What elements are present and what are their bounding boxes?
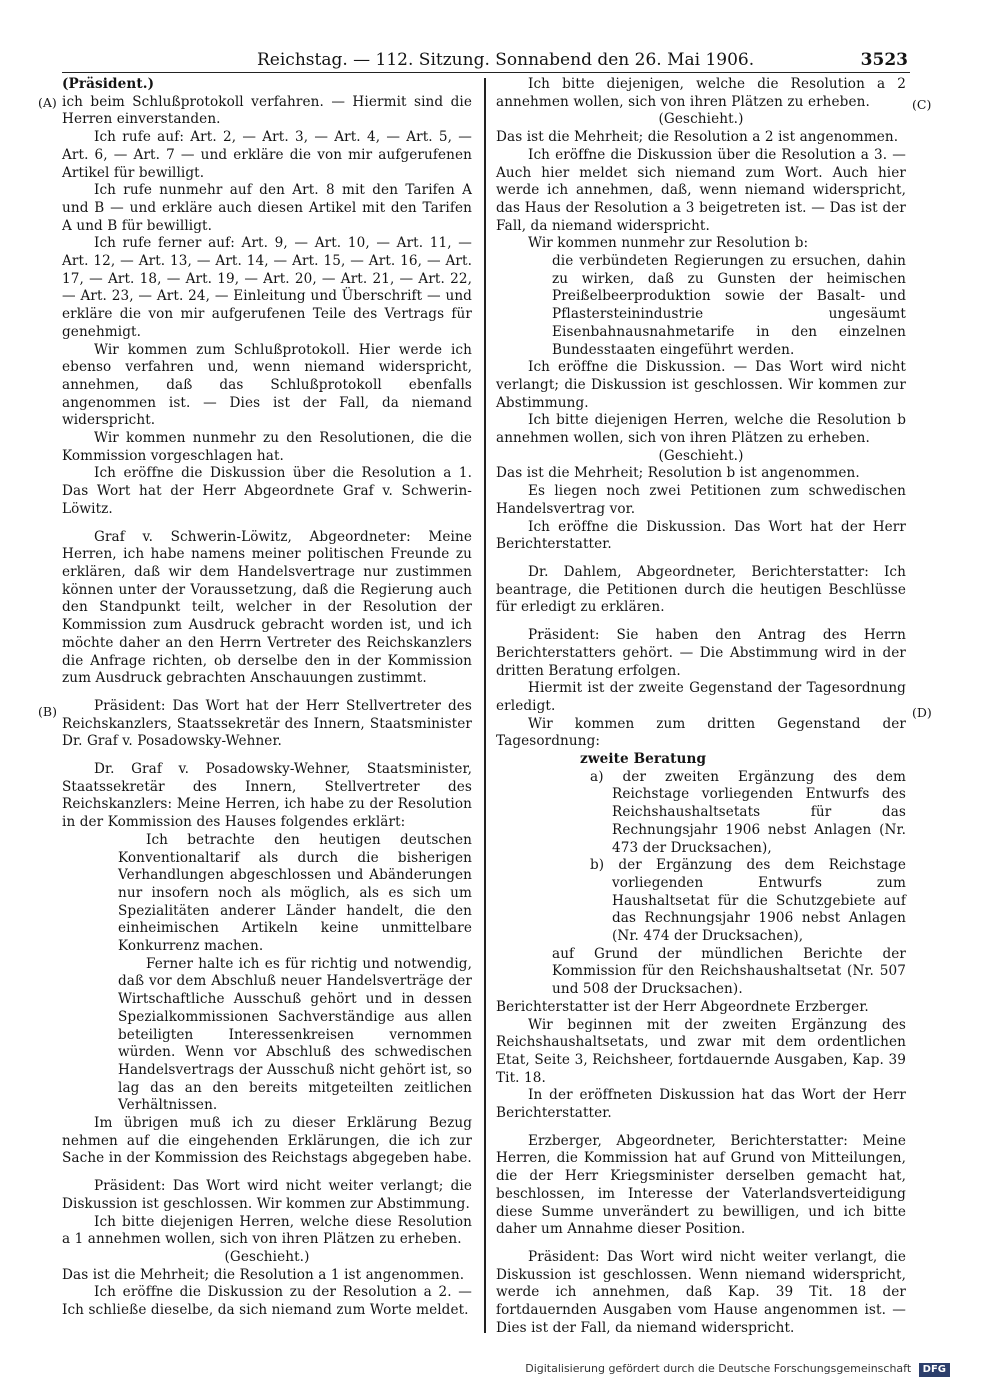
column-divider bbox=[484, 78, 486, 1333]
paragraph: Wir kommen nunmehr zu den Resolutionen, die die Kommission vorgeschlagen hat. bbox=[62, 430, 472, 464]
speech-president: Präsident: Sie haben den Antrag des Herrn Berichterstatters gehört. — Die Abstimmung wird in der dritten Beratung erfolgen. bbox=[496, 627, 906, 679]
paragraph: Wir kommen zum Schlußprotokoll. Hier werde ich ebenso verfahren und, wenn niemand widerspricht, annehmen, daß das Schlußprotokoll ebenfalls angenommen ist. — Dies ist der Fall, da niemand widerspricht. bbox=[62, 341, 472, 429]
running-title: Reichstag. — 112. Sitzung. Sonnabend den 26. Mai 1906. bbox=[257, 50, 755, 70]
speech-dahlem: Dr. Dahlem, Abgeordneter, Berichterstatter: Ich beantrage, die Petitionen durch die heutigen Beschlüsse für erledigt zu erklären. bbox=[496, 563, 906, 616]
speech-posadowsky: Dr. Graf v. Posadowsky-Wehner, Staatsminister, Staatssekretär des Innern, Stellvertreter des Reichskanzlers: Meine Herren, ich habe zu der Resolution in der Kommission des Hauses folgendes erklärt: bbox=[62, 761, 472, 831]
paragraph: Ich rufe ferner auf: Art. 9, — Art. 10, — Art. 11, — Art. 12, — Art. 13, — Art. 14, — Art. 15, — Art. 16, — Art. 17, — Art. 18, — Art. 19, — Art. 20, — Art. 21, — Art. 22, — Art. 23, — Art. 24, — Einleitung und Überschrift — und erkläre die von mir aufgerufenen Teile des Vertrags für genehmigt. bbox=[62, 235, 472, 340]
resolution-text: die verbündeten Regierungen zu ersuchen, dahin zu wirken, daß zu Gunsten der heimischen Preißelbeerproduktion sowie der Basalt- und Pflastersteinindustrie ungesäumt Eisenbahnausnahmetarife in den einzelnen Bundesstaaten eingeführt werden. bbox=[552, 253, 906, 358]
speech-erzberger: Erzberger, Abgeordneter, Berichterstatter: Meine Herren, die Kommission hat auf Grund von Mitteilungen, die der Herr Kriegsminister derselben gemacht hat, beschlossen, im Interesse der Vaterlandsverteidigung diese Summe unverändert zu bewilligen, und ich bitte daher um Annahme dieser Position. bbox=[496, 1132, 906, 1238]
paragraph: Wir kommen zum dritten Gegenstand der Tagesordnung: bbox=[496, 715, 906, 750]
paragraph: Ich eröffne die Diskussion. — Das Wort wird nicht verlangt; die Diskussion ist geschlossen. Wir kommen zur Abstimmung. bbox=[496, 359, 906, 411]
paragraph: Ich eröffne die Diskussion zu der Resolution a 2. — Ich schließe dieselbe, da sich niemand zum Worte meldet. bbox=[62, 1284, 472, 1319]
agenda-basis: auf Grund der mündlichen Berichte der Kommission für den Reichshaushaltsetat (Nr. 507 und 508 der Drucksachen). bbox=[552, 945, 906, 998]
speech-president: Präsident: Das Wort wird nicht weiter verlangt, die Diskussion ist geschlossen. Wenn niemand widerspricht, werde ich annehmen, daß Kap. 39 Tit. 18 der fortdauernden Ausgaben vom Hause angenommen ist. — Dies ist der Fall, da niemand widerspricht. bbox=[496, 1249, 906, 1336]
dfg-logo: DFG bbox=[919, 1363, 950, 1377]
agenda-item-a: a) der zweiten Ergänzung des dem Reichstage vorliegenden Entwurfs des Reichshaushaltsetats für das Rechnungsjahr 1906 nebst Anlagen (Nr. 473 der Drucksachen), bbox=[590, 768, 906, 856]
paragraph: Das ist die Mehrheit; Resolution b ist angenommen. bbox=[496, 465, 860, 482]
paragraph: Ich rufe auf: Art. 2, — Art. 3, — Art. 4, — Art. 5, — Art. 6, — Art. 7 — und erkläre die von mir aufgerufenen Artikel für bewilligt. bbox=[62, 129, 472, 181]
paragraph: In der eröffneten Diskussion hat das Wort der Herr Berichterstatter. bbox=[496, 1087, 906, 1122]
quoted-statement: Ich betrachte den heutigen deutschen Konventionaltarif als durch die bisherigen Verhandlungen abgeschlossen und Abänderungen nur insofern noch als möglich, als es sich um Spezialitäten anderer Länder handelt, die den einheimischen Artikeln keine unmittelbare Konkurrenz machen. bbox=[118, 831, 472, 955]
paragraph: Ich bitte diejenigen, welche die Resolution a 2 annehmen wollen, sich von ihren Plätzen zu erheben. bbox=[496, 76, 906, 110]
margin-label-c: (C) bbox=[912, 97, 932, 112]
paragraph: Berichterstatter ist der Herr Abgeordnete Erzberger. bbox=[496, 998, 869, 1015]
paragraph: Ich rufe nunmehr auf den Art. 8 mit den Tarifen A und B — und erkläre auch diesen Artikel mit den Tarifen A und B für bewilligt. bbox=[62, 182, 472, 234]
footer-credit: Digitalisierung gefördert durch die Deutsche Forschungsgemeinschaft bbox=[525, 1362, 912, 1375]
speech-president: Präsident: Das Wort hat der Herr Stellvertreter des Reichskanzlers, Staatssekretär des Innern, Staatsminister Dr. Graf v. Posadowsky-Wehner. bbox=[62, 697, 472, 750]
paragraph: Ich bitte diejenigen Herren, welche diese Resolution a 1 annehmen wollen, sich von ihren Plätzen zu erheben. bbox=[62, 1213, 472, 1248]
paragraph: ich beim Schlußprotokoll verfahren. — Hiermit sind die Herren einverstanden. bbox=[62, 93, 472, 128]
paragraph: Im übrigen muß ich zu dieser Erklärung Bezug nehmen auf die eingehenden Erklärungen, die ich zur Sache in der Kommission des Reichstags abgegeben habe. bbox=[62, 1115, 472, 1167]
speaker-note: (Präsident.) bbox=[62, 76, 155, 92]
left-column bbox=[62, 76, 472, 1320]
quoted-statement: Ferner halte ich es für richtig und notwendig, daß vor dem Abschluß neuer Handelsverträge der Wirtschaftliche Ausschuß gehört und in dessen Spezialkommissionen Sachverständige aus allen beteiligten Interessenkreisen vernommen würden. Wenn vor Abschluß des schwedischen Handelsvertrags der Ausschuß nicht gehört ist, so lag das an den bereits mitgeteilten zeitlichen Verhältnissen. bbox=[118, 955, 472, 1114]
page-footer bbox=[525, 1362, 950, 1377]
page-header bbox=[62, 50, 910, 73]
paragraph: Wir beginnen mit der zweiten Ergänzung des Reichshaushaltsetats, und zwar mit dem ordentlichen Etat, Seite 3, Reichsheer, fortdauernde Ausgaben, Kap. 39 Tit. 18. bbox=[496, 1016, 906, 1086]
paragraph: Ich eröffne die Diskussion über die Resolution a 3. — Auch hier meldet sich niemand zum Wort. Auch hier werde ich annehmen, daß, wenn niemand widerspricht, das Haus der Resolution a 3 beigetreten ist. — Das ist der Fall, da niemand widerspricht. bbox=[496, 146, 906, 234]
paragraph: Ich eröffne die Diskussion. Das Wort hat der Herr Berichterstatter. bbox=[496, 518, 906, 553]
paragraph: Das ist die Mehrheit; die Resolution a 1 ist angenommen. bbox=[62, 1266, 465, 1283]
stage-direction: (Geschieht.) bbox=[224, 1249, 310, 1265]
margin-label-a: (A) bbox=[38, 95, 57, 110]
agenda-heading: zweite Beratung bbox=[580, 751, 707, 768]
paragraph: Wir kommen nunmehr zur Resolution b: bbox=[528, 235, 809, 252]
paragraph: Ich eröffne die Diskussion über die Resolution a 1. Das Wort hat der Herr Abgeordnete Graf v. Schwerin-Löwitz. bbox=[62, 465, 472, 517]
paragraph: Hiermit ist der zweite Gegenstand der Tagesordnung erledigt. bbox=[496, 680, 906, 714]
stage-direction: (Geschieht.) bbox=[658, 111, 744, 128]
margin-label-d: (D) bbox=[912, 705, 932, 720]
agenda-item-b: b) der Ergänzung des dem Reichstage vorliegenden Entwurfs zum Haushaltsetat für die Schutzgebiete auf das Rechnungsjahr 1906 nebst Anlagen (Nr. 474 der Drucksachen), bbox=[590, 857, 906, 945]
speech-president: Präsident: Das Wort wird nicht weiter verlangt; die Diskussion ist geschlossen. Wir kommen zur Abstimmung. bbox=[62, 1178, 472, 1212]
page-number: 3523 bbox=[860, 50, 908, 70]
paragraph: Das ist die Mehrheit; die Resolution a 2 ist angenommen. bbox=[496, 129, 899, 146]
paragraph: Ich bitte diejenigen Herren, welche die Resolution b annehmen wollen, sich von ihren Plätzen zu erheben. bbox=[496, 412, 906, 447]
speech-schwerin: Graf v. Schwerin-Löwitz, Abgeordneter: Meine Herren, ich habe namens meiner politischen Freunde zu erklären, daß wir dem Handelsvertrage nur zustimmen können unter der Voraussetzung, daß die Regierung auch den Standpunkt teilt, welcher in der Resolution der Kommission zum Ausdruck gebracht worden ist, und ich möchte daher an den Herrn Vertreter des Reichskanzlers die Anfrage richten, ob derselbe den in der Kommission zum Ausdruck gebrachten Anschauungen zustimmt. bbox=[62, 528, 472, 687]
paragraph: Es liegen noch zwei Petitionen zum schwedischen Handelsvertrag vor. bbox=[496, 483, 906, 517]
stage-direction: (Geschieht.) bbox=[658, 447, 744, 464]
margin-label-b: (B) bbox=[38, 704, 57, 719]
right-column bbox=[496, 76, 906, 1338]
